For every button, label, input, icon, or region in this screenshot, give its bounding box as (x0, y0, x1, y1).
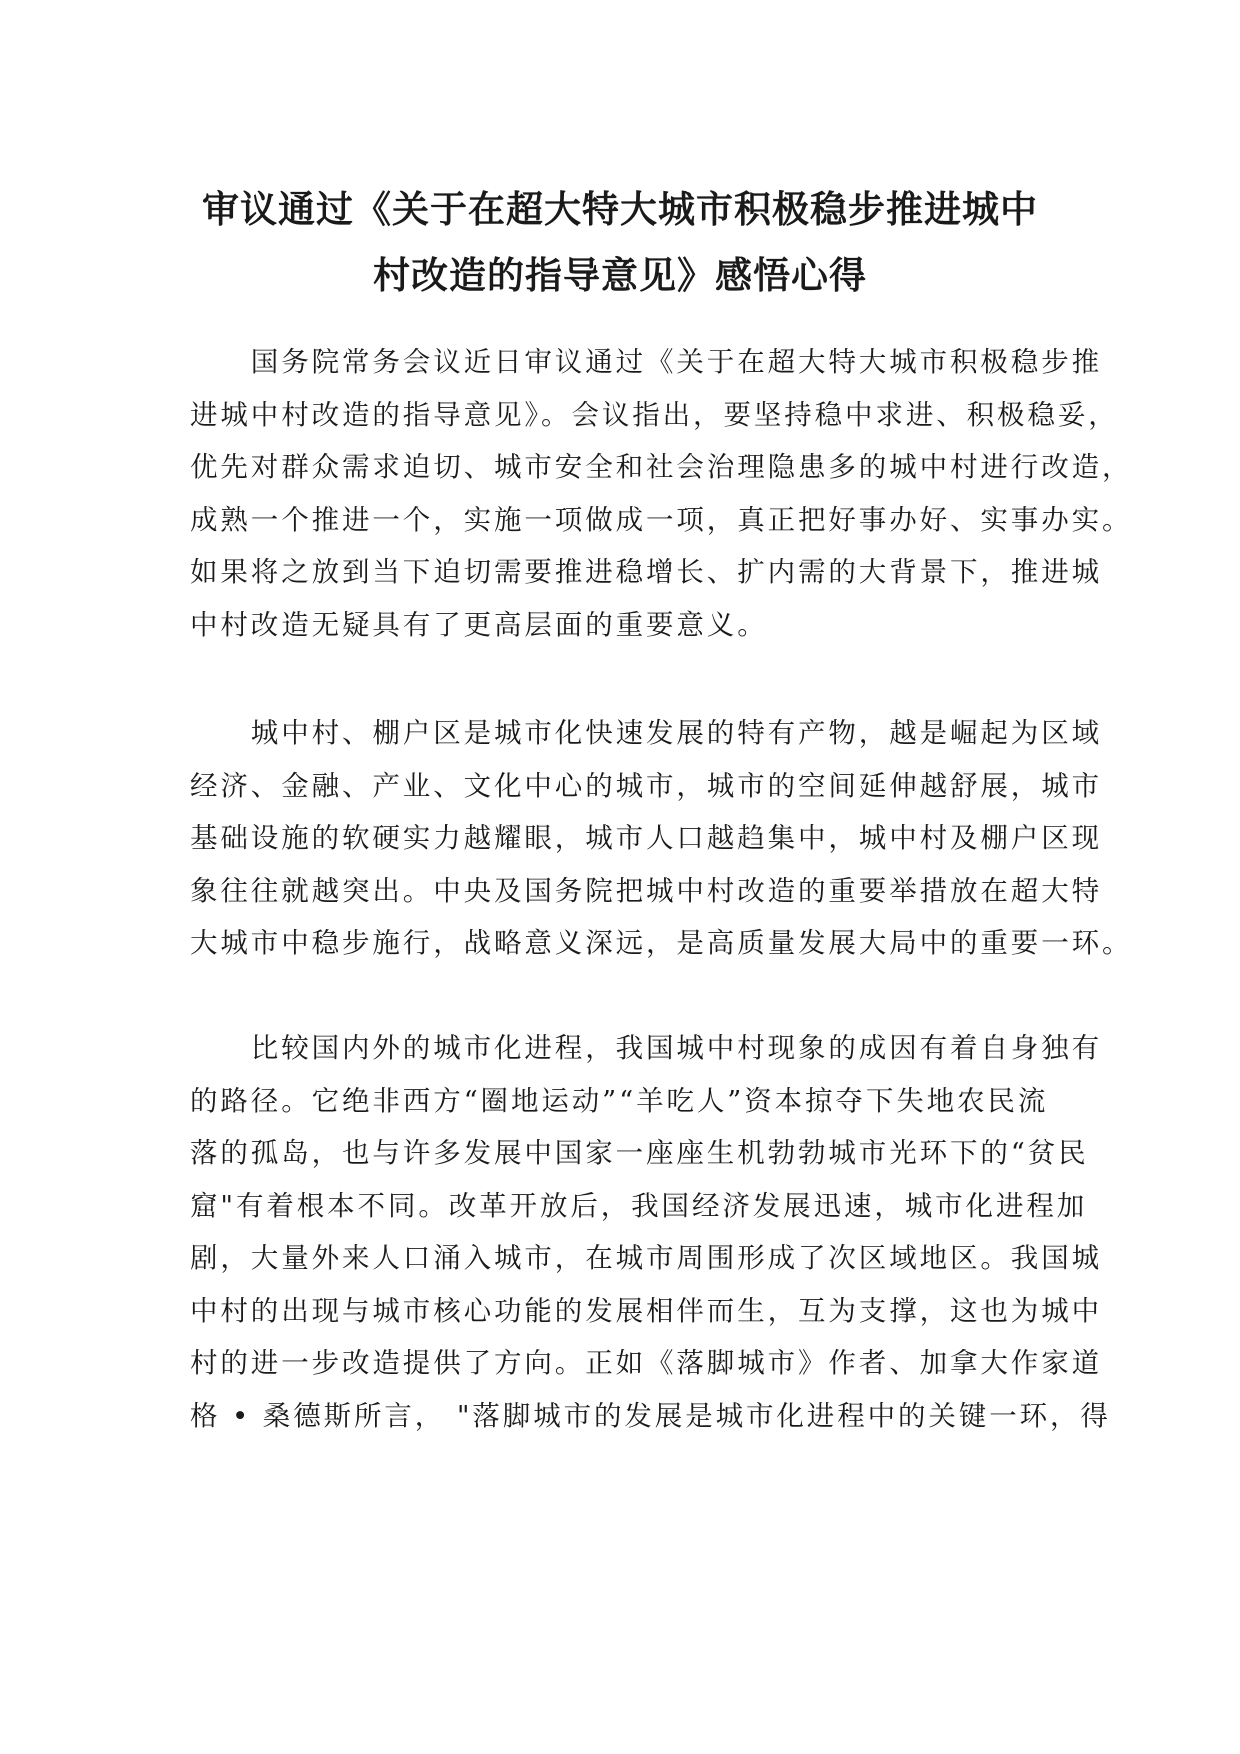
paragraph-line: 大城市中稳步施行，战略意义深远，是高质量发展大局中的重要一环。 (190, 927, 1133, 959)
paragraph-line: 成熟一个推进一个，实施一项做成一项，真正把好事办好、实事办实。 (190, 503, 1133, 536)
paragraph-line: 中村的出现与城市核心功能的发展相伴而生，互为支撑，这也为城中 (190, 1294, 1102, 1327)
paragraph-line: 剧，大量外来人口涌入城市，在城市周围形成了次区域地区。我国城 (190, 1242, 1102, 1274)
paragraph-line: 进城中村改造的指导意见》。会议指出，要坚持稳中求进、积极稳妥， (190, 398, 1119, 431)
document-title (190, 176, 1050, 308)
paragraph-line: 象往往就越突出。中央及国务院把城中村改造的重要举措放在超大特 (190, 874, 1102, 907)
title-line: 审议通过《关于在超大特大城市积极稳步推进城中 (202, 187, 1038, 231)
paragraph-line: 窟"有着根本不同。改革开放后，我国经济发展迅速，城市化进程加 (190, 1189, 1088, 1222)
paragraph-line: 落的孤岛，也与许多发展中国家一座座生机勃勃城市光环下的“贫民 (190, 1137, 1089, 1169)
paragraph-line: 基础设施的软硬实力越耀眼，城市人口越趋集中，城中村及棚户区现 (190, 822, 1102, 854)
paragraph-line: 格 • 桑德斯所言， "落脚城市的发展是城市化进程中的关键一环，得 (190, 1399, 1111, 1432)
title-line: 村改造的指导意见》感悟心得 (373, 253, 867, 297)
paragraph-line: 如果将之放到当下迫切需要推进稳增长、扩内需的大背景下，推进城 (190, 556, 1102, 588)
paragraph-1 (190, 336, 1133, 651)
paragraph-line: 优先对群众需求迫切、城市安全和社会治理隐患多的城中村进行改造， (190, 451, 1133, 483)
paragraph-3 (190, 1022, 1111, 1442)
paragraph-line: 经济、金融、产业、文化中心的城市，城市的空间延伸越舒展，城市 (190, 769, 1102, 802)
paragraph-line: 村的进一步改造提供了方向。正如《落脚城市》作者、加拿大作家道 (190, 1347, 1102, 1379)
paragraph-line: 中村改造无疑具有了更高层面的重要意义。 (190, 608, 768, 641)
paragraph-line: 比较国内外的城市化进程，我国城中村现象的成因有着自身独有 (190, 1032, 1102, 1064)
paragraph-line: 国务院常务会议近日审议通过《关于在超大特大城市积极稳步推 (190, 346, 1102, 378)
paragraph-2 (190, 707, 1133, 970)
paragraph-line: 的路径。它绝非西方“圈地运动”“羊吃人”资本掠夺下失地农民流 (190, 1084, 1049, 1117)
paragraph-line: 城中村、棚户区是城市化快速发展的特有产物，越是崛起为区域 (190, 717, 1102, 749)
